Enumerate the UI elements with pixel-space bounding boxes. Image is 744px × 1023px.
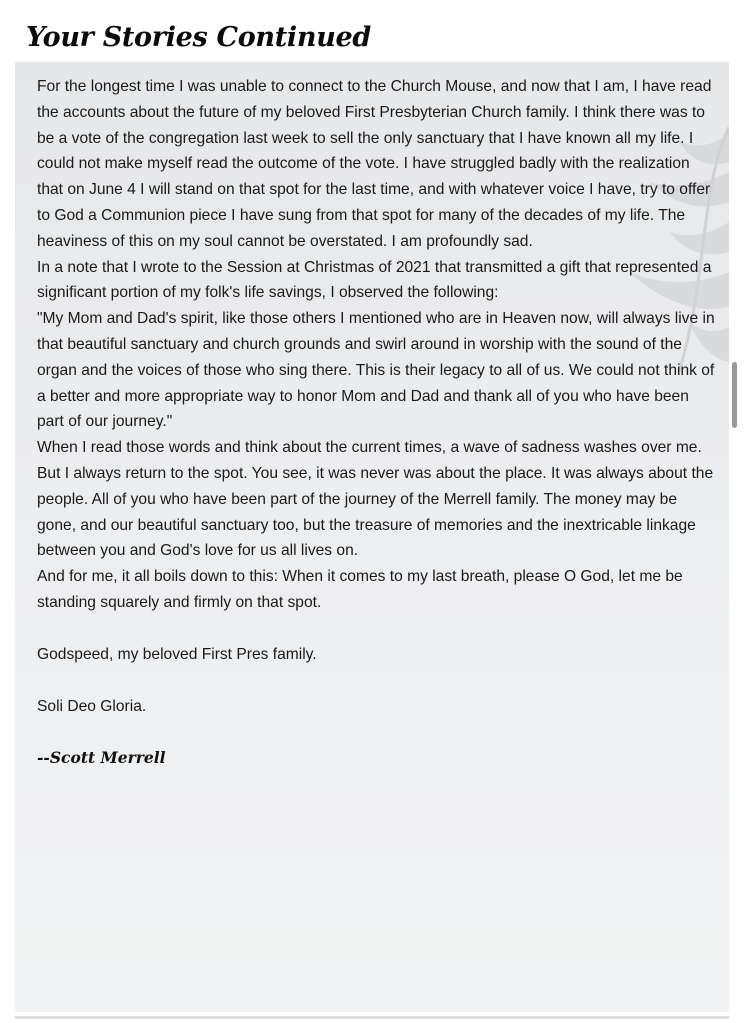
story-paragraph: And for me, it all boils down to this: When it comes to my last breath, please O God, let me be standing squarely and firmly on that spot. [37, 568, 683, 611]
story-blessing: Soli Deo Gloria. [37, 697, 147, 715]
story-paragraph: When I read those words and think about the current times, a wave of sadness washes over me. But I always return to the spot. You see, it was never was about the place. It was always about the people. All of you who have been part of the journey of the Merrell family. The money may be gone, and our beautiful sanctuary too, but the treasure of memories and the inextricable linkage between you and God's love for us all lives on. [37, 439, 714, 560]
panel-bottom-border [15, 1016, 729, 1019]
page-title: Your Stories Continued [26, 22, 372, 53]
spacer [37, 668, 719, 694]
story-paragraph: For the longest time I was unable to connect to the Church Mouse, and now that I am, I have read the accounts about the future of my beloved First Presbyterian Church family. I think there was to be a vote of the congregation last week to sell the only sanctuary that I have known all my life. I could not make myself read the outcome of the vote. I have struggled badly with the realization that on June 4 I will stand on that spot for the last time, and with whatever voice I have, try to offer to God a Communion piece I have sung from that spot for many of the decades of my life. The heaviness of this on my soul cannot be overstated. I am profoundly sad. [37, 78, 712, 250]
spacer [37, 616, 719, 642]
scrollbar-thumb[interactable] [732, 362, 737, 428]
spacer [37, 719, 719, 745]
story-quote: "My Mom and Dad's spirit, like those others I mentioned who are in Heaven now, will always live in that beautiful sanctuary and church grounds and swirl around in worship with the sound of the organ and the voices of those who sing there. This is their legacy to all of us. We could not think of a better and more appropriate way to honor Mom and Dad and thank all of you who have been part of our journey." [37, 310, 715, 431]
author-signature: --Scott Merrell [37, 748, 166, 768]
story-paragraph: In a note that I wrote to the Session at Christmas of 2021 that transmitted a gift that represented a significant portion of my folk's life savings, I observed the following: [37, 258, 712, 302]
story-body [37, 74, 719, 771]
story-closing: Godspeed, my beloved First Pres family. [37, 645, 317, 663]
